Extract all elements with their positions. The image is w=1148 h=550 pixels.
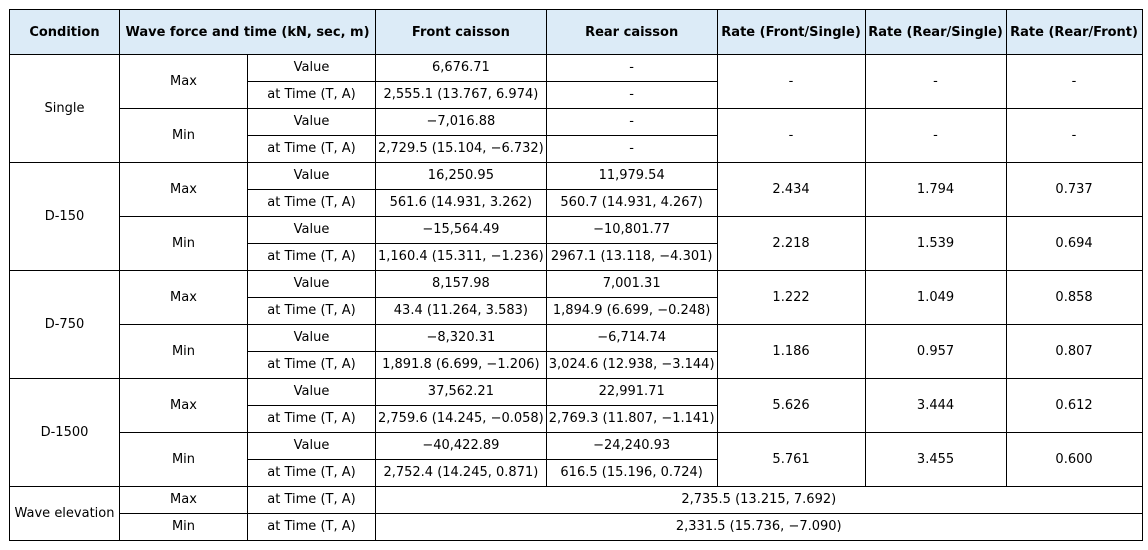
header-condition: Condition (10, 10, 120, 55)
rate-front-single: 2.218 (717, 217, 865, 271)
front-value: 37,562.21 (376, 379, 547, 406)
condition-name: Wave elevation (10, 487, 120, 541)
wave-elevation-max-time: 2,735.5 (13.215, 7.692) (376, 487, 1143, 514)
time-label: at Time (T, A) (248, 514, 376, 541)
rear-value: −6,714.74 (546, 325, 717, 352)
rate-rear-single: 3.455 (865, 433, 1006, 487)
rate-rear-front: - (1006, 109, 1142, 163)
min-label: Min (120, 109, 248, 163)
max-label: Max (120, 379, 248, 433)
rear-time: 1,894.9 (6.699, −0.248) (546, 298, 717, 325)
front-value: −40,422.89 (376, 433, 547, 460)
wave-force-table (9, 9, 1143, 541)
min-label: Min (120, 325, 248, 379)
rate-front-single: - (717, 109, 865, 163)
rate-rear-single: 1.539 (865, 217, 1006, 271)
rear-value: −10,801.77 (546, 217, 717, 244)
rear-time: 3,024.6 (12.938, −3.144) (546, 352, 717, 379)
rate-rear-front: 0.612 (1006, 379, 1142, 433)
table-row (10, 325, 1143, 352)
rate-front-single: 2.434 (717, 163, 865, 217)
front-time: 1,160.4 (15.311, −1.236) (376, 244, 547, 271)
front-value: 6,676.71 (376, 55, 547, 82)
rate-front-single: 5.761 (717, 433, 865, 487)
time-label: at Time (T, A) (248, 136, 376, 163)
time-label: at Time (T, A) (248, 244, 376, 271)
table-row (10, 271, 1143, 298)
value-label: Value (248, 163, 376, 190)
header-rear-caisson: Rear caisson (546, 10, 717, 55)
header-rate-rear-single: Rate (Rear/Single) (865, 10, 1006, 55)
table-body (10, 55, 1143, 541)
condition-name: D-150 (10, 163, 120, 271)
table-row (10, 55, 1143, 82)
front-time: 1,891.8 (6.699, −1.206) (376, 352, 547, 379)
condition-name: D-750 (10, 271, 120, 379)
front-time: 2,759.6 (14.245, −0.058) (376, 406, 547, 433)
rate-rear-front: 0.807 (1006, 325, 1142, 379)
min-label: Min (120, 217, 248, 271)
rear-time: 560.7 (14.931, 4.267) (546, 190, 717, 217)
front-value: −8,320.31 (376, 325, 547, 352)
rate-rear-front: 0.600 (1006, 433, 1142, 487)
value-label: Value (248, 109, 376, 136)
front-time: 43.4 (11.264, 3.583) (376, 298, 547, 325)
header-wave-force: Wave force and time (kN, sec, m) (120, 10, 376, 55)
rate-front-single: 5.626 (717, 379, 865, 433)
value-label: Value (248, 217, 376, 244)
front-time: 2,752.4 (14.245, 0.871) (376, 460, 547, 487)
min-label: Min (120, 514, 248, 541)
max-label: Max (120, 271, 248, 325)
value-label: Value (248, 379, 376, 406)
table-row (10, 109, 1143, 136)
rear-time: - (546, 136, 717, 163)
time-label: at Time (T, A) (248, 406, 376, 433)
max-label: Max (120, 163, 248, 217)
front-value: 8,157.98 (376, 271, 547, 298)
rate-front-single: 1.186 (717, 325, 865, 379)
value-label: Value (248, 55, 376, 82)
rate-front-single: 1.222 (717, 271, 865, 325)
rate-rear-single: 1.794 (865, 163, 1006, 217)
time-label: at Time (T, A) (248, 352, 376, 379)
front-time: 2,729.5 (15.104, −6.732) (376, 136, 547, 163)
rear-value: 22,991.71 (546, 379, 717, 406)
rear-value: 7,001.31 (546, 271, 717, 298)
rate-rear-single: - (865, 109, 1006, 163)
table-row (10, 433, 1143, 460)
value-label: Value (248, 325, 376, 352)
table-row (10, 379, 1143, 406)
rear-time: 616.5 (15.196, 0.724) (546, 460, 717, 487)
rate-rear-single: 3.444 (865, 379, 1006, 433)
rate-front-single: - (717, 55, 865, 109)
header-row (10, 10, 1143, 55)
front-time: 2,555.1 (13.767, 6.974) (376, 82, 547, 109)
table-row (10, 487, 1143, 514)
value-label: Value (248, 433, 376, 460)
rear-time: - (546, 82, 717, 109)
front-value: −7,016.88 (376, 109, 547, 136)
time-label: at Time (T, A) (248, 190, 376, 217)
rate-rear-front: 0.737 (1006, 163, 1142, 217)
table-row (10, 217, 1143, 244)
rear-value: 11,979.54 (546, 163, 717, 190)
max-label: Max (120, 55, 248, 109)
table-row (10, 514, 1143, 541)
time-label: at Time (T, A) (248, 82, 376, 109)
time-label: at Time (T, A) (248, 460, 376, 487)
rear-value: - (546, 55, 717, 82)
front-value: 16,250.95 (376, 163, 547, 190)
rear-value: −24,240.93 (546, 433, 717, 460)
condition-name: Single (10, 55, 120, 163)
header-front-caisson: Front caisson (376, 10, 547, 55)
rear-time: 2,769.3 (11.807, −1.141) (546, 406, 717, 433)
time-label: at Time (T, A) (248, 487, 376, 514)
rate-rear-front: 0.694 (1006, 217, 1142, 271)
header-rate-rear-front: Rate (Rear/Front) (1006, 10, 1142, 55)
table-row (10, 163, 1143, 190)
rate-rear-front: 0.858 (1006, 271, 1142, 325)
rear-value: - (546, 109, 717, 136)
rate-rear-single: 0.957 (865, 325, 1006, 379)
value-label: Value (248, 271, 376, 298)
wave-elevation-min-time: 2,331.5 (15.736, −7.090) (376, 514, 1143, 541)
header-rate-front-single: Rate (Front/Single) (717, 10, 865, 55)
front-value: −15,564.49 (376, 217, 547, 244)
rate-rear-single: - (865, 55, 1006, 109)
rate-rear-front: - (1006, 55, 1142, 109)
front-time: 561.6 (14.931, 3.262) (376, 190, 547, 217)
condition-name: D-1500 (10, 379, 120, 487)
rear-time: 2967.1 (13.118, −4.301) (546, 244, 717, 271)
time-label: at Time (T, A) (248, 298, 376, 325)
min-label: Min (120, 433, 248, 487)
max-label: Max (120, 487, 248, 514)
rate-rear-single: 1.049 (865, 271, 1006, 325)
